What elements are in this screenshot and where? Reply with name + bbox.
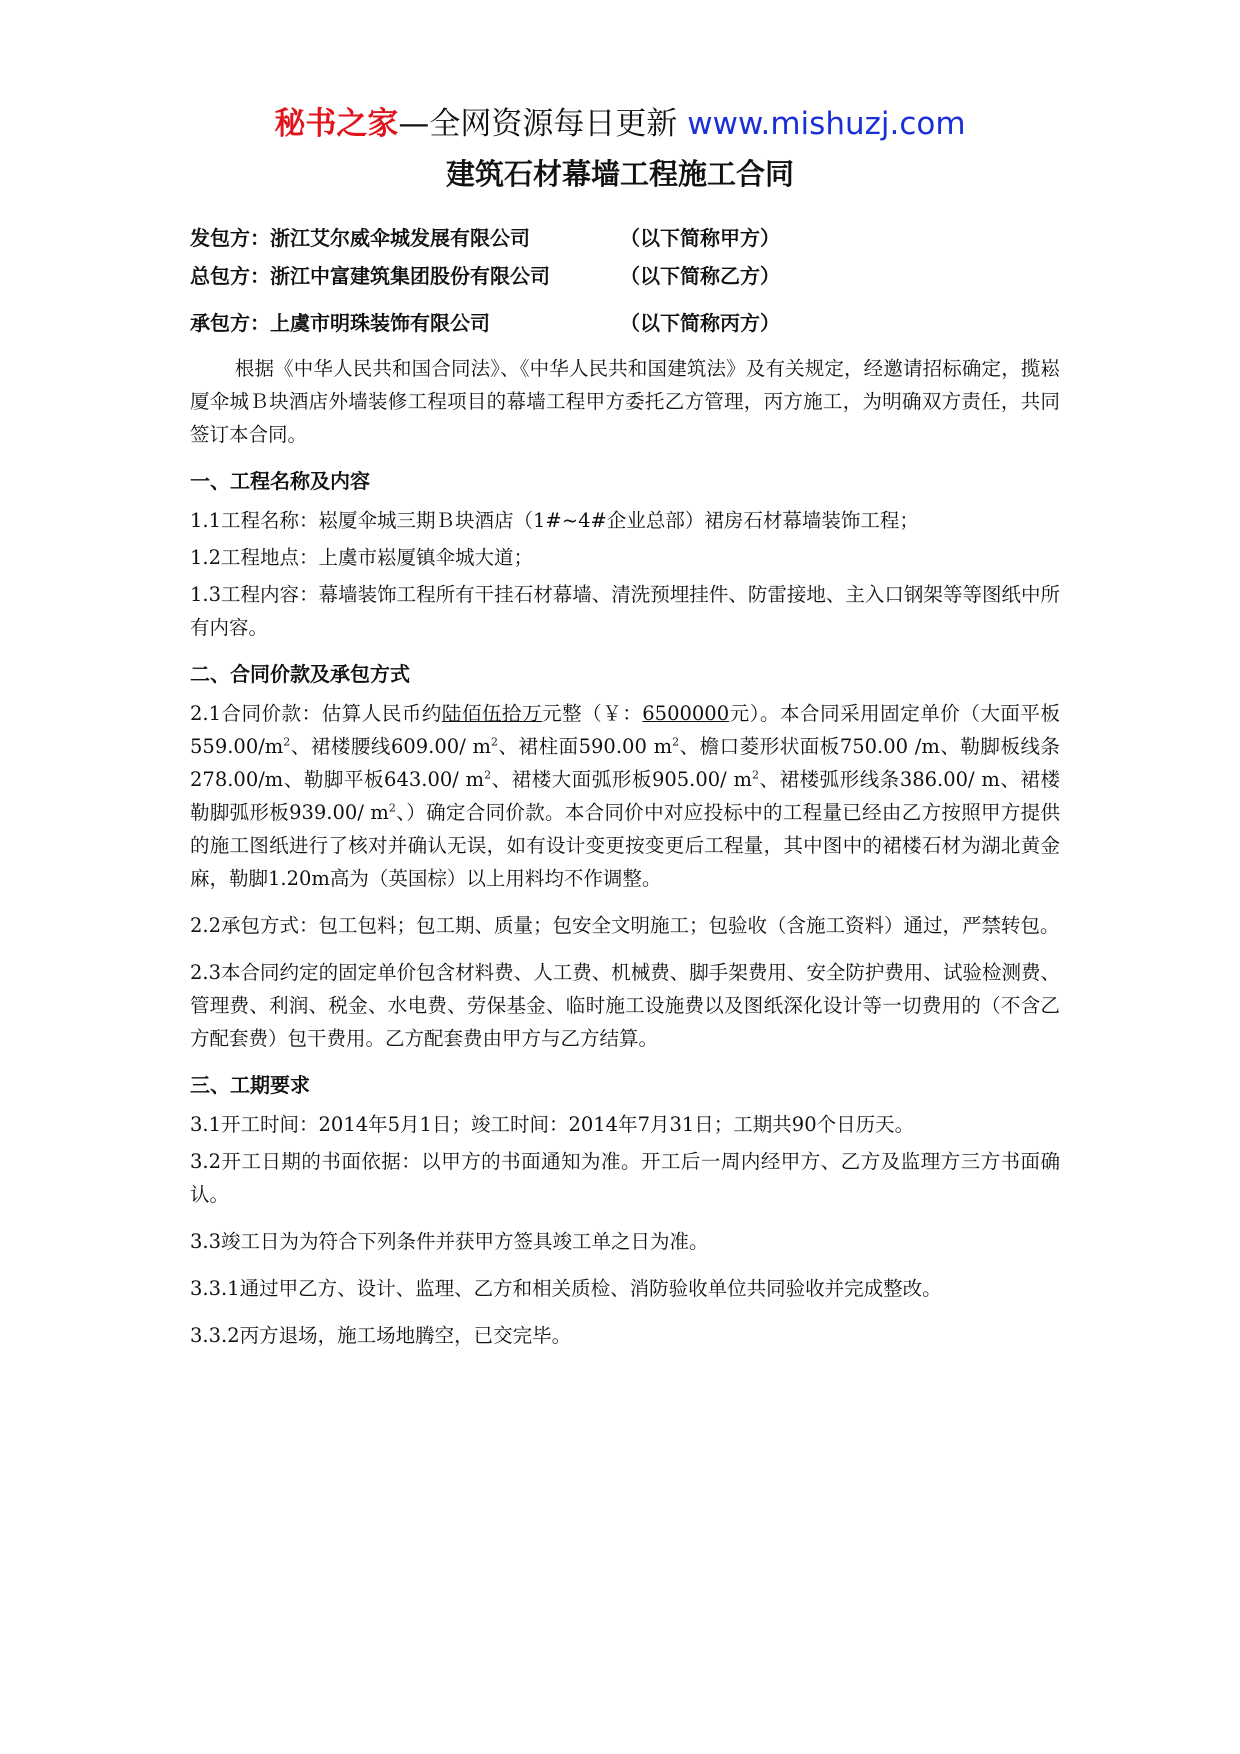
section-1-heading: 一、工程名称及内容 bbox=[190, 469, 370, 493]
document-title: 建筑石材幕墙工程施工合同 bbox=[445, 157, 794, 191]
clause-1-2: 1.2工程地点：上虞市崧厦镇伞城大道； bbox=[190, 546, 534, 569]
site-banner bbox=[0, 104, 1240, 144]
party-label: 总包方：浙江中富建筑集团股份有限公司 bbox=[190, 264, 550, 288]
banner-url-link[interactable]: www.mishuzj.com bbox=[687, 106, 966, 142]
clause-3-3: 3.3竣工日为为符合下列条件并获甲方签具竣工单之日为准。 bbox=[190, 1230, 709, 1253]
clause-2-2: 2.2承包方式：包工包料；包工期、质量；包安全文明施工；包验收（含施工资料）通过，严禁转包。 bbox=[190, 914, 1060, 937]
amount-numeric: 6500000 bbox=[642, 702, 730, 725]
party-employer bbox=[190, 224, 780, 252]
party-label: 发包方：浙江艾尔威伞城发展有限公司 bbox=[190, 226, 530, 250]
banner-brand: 秘书之家 bbox=[274, 106, 399, 142]
party-alias: （以下简称丙方） bbox=[620, 311, 780, 335]
clause-3-2: 3.2开工日期的书面依据：以甲方的书面通知为准。开工后一周内经甲方、乙方及监理方三方书面确认。 bbox=[190, 1150, 1060, 1206]
clause-1-1: 1.1工程名称：崧厦伞城三期Ｂ块酒店（1#~4#企业总部）裙房石材幕墙装饰工程； bbox=[190, 509, 919, 532]
section-3-heading: 三、工期要求 bbox=[190, 1073, 310, 1097]
party-label: 承包方：上虞市明珠装饰有限公司 bbox=[190, 311, 490, 335]
party-general-contractor bbox=[190, 262, 780, 290]
clause-3-3-1: 3.3.1通过甲乙方、设计、监理、乙方和相关质检、消防验收单位共同验收并完成整改。 bbox=[190, 1277, 942, 1300]
clause-2-3: 2.3本合同约定的固定单价包含材料费、人工费、机械费、脚手架费用、安全防护费用、试验检测费、管理费、利润、税金、水电费、劳保基金、临时施工设施费以及图纸深化设计等一切费用的（不含乙方配套费）包干费用。乙方配套费由甲方与乙方结算。 bbox=[190, 961, 1060, 1050]
party-alias: （以下简称乙方） bbox=[620, 264, 780, 288]
section-2-heading: 二、合同价款及承包方式 bbox=[190, 662, 410, 686]
banner-tagline: —全网资源每日更新 bbox=[398, 106, 678, 142]
party-subcontractor bbox=[190, 309, 780, 337]
clause-1-3: 1.3工程内容：幕墙装饰工程所有干挂石材幕墙、清洗预埋挂件、防雷接地、主入口钢架等等图纸中所有内容。 bbox=[190, 583, 1060, 639]
party-alias: （以下简称甲方） bbox=[620, 226, 780, 250]
contract-body bbox=[190, 352, 1060, 1366]
intro-paragraph: 根据《中华人民共和国合同法》、《中华人民共和国建筑法》及有关规定，经邀请招标确定，揽崧厦伞城Ｂ块酒店外墙装修工程项目的幕墙工程甲方委托乙方管理，丙方施工，为明确双方责任，共同签订本合同。 bbox=[190, 357, 1060, 446]
clause-2-1: 2.1合同价款：估算人民币约陆佰伍拾万元整（￥：6500000元）。本合同采用固定单价（大面平板$559.00/m^2$、裙楼腰线609.00/ $m^2$、裙柱面590.00 $m^2$、檐口菱形状面板750.00 /m、勒脚板线条278.00/m、勒脚平板643.00/ $m^2$、裙楼大面弧形板905.00/ $m^2$、裙楼弧形线条386.00/ m、裙楼勒脚弧形板939.00/ $m^2$、）确定合同价款。本合同价中对应投标中的工程量已经由乙方按照甲方提供的施工图纸进行了核对并确认无误，如有设计变更按变更后工程量，其中图中的裙楼石材为湖北黄金麻，勒脚1.20m高为（英国棕）以上用料均不作调整。 bbox=[190, 702, 1060, 890]
amount-in-words: 陆佰伍拾万 bbox=[441, 702, 543, 725]
clause-3-3-2: 3.3.2丙方退场，施工场地腾空，已交完毕。 bbox=[190, 1324, 572, 1347]
clause-3-1: 3.1开工时间：2014年5月1日；竣工时间：2014年7月31日；工期共90个日历天。 bbox=[190, 1113, 915, 1136]
